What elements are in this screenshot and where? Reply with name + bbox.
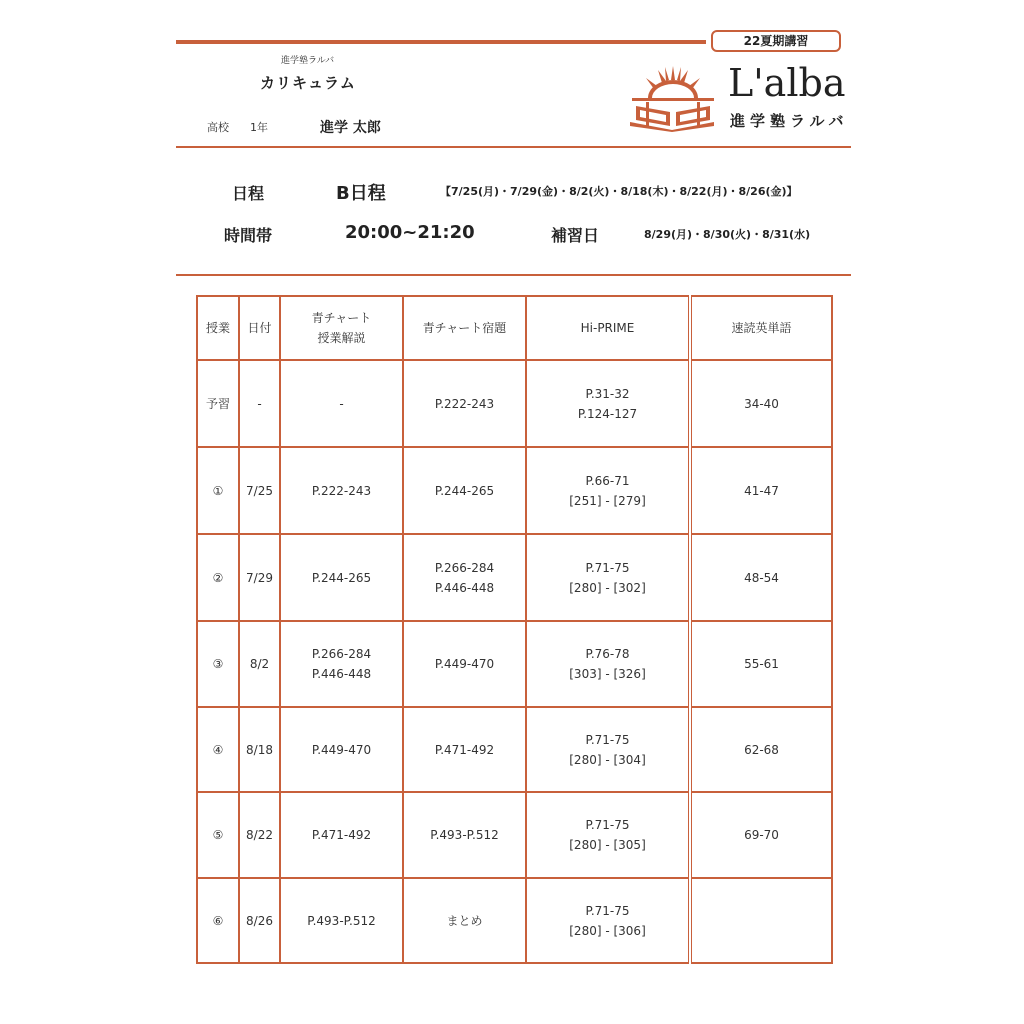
cell-date: 7/25 <box>239 447 280 534</box>
cell-vocab: 55-61 <box>690 621 832 707</box>
cell-vocab: 48-54 <box>690 534 832 621</box>
cell-date: 7/29 <box>239 534 280 621</box>
cell-lesson: ① <box>197 447 239 534</box>
cell-homework: まとめ <box>403 878 526 963</box>
table-row <box>197 621 832 707</box>
cell-date: - <box>239 360 280 447</box>
cell-lesson: 予習 <box>197 360 239 447</box>
cell-homework: P.471-492 <box>403 707 526 792</box>
time-label: 時間帯 <box>224 226 273 245</box>
curriculum-table <box>196 295 833 964</box>
cell-homework: P.449-470 <box>403 621 526 707</box>
header-divider <box>176 146 851 148</box>
header-explain: 青チャート 授業解説 <box>280 296 403 360</box>
cell-vocab: 69-70 <box>690 792 832 878</box>
cell-vocab <box>690 878 832 963</box>
header-homework: 青チャート宿題 <box>403 296 526 360</box>
header-hiprime: Hi-PRIME <box>526 296 690 360</box>
makeup-label: 補習日 <box>551 226 600 245</box>
logo-subtitle: 進学塾ラルバ <box>730 112 849 130</box>
schedule-label: 日程 <box>232 184 265 203</box>
cell-lesson: ② <box>197 534 239 621</box>
grade-year: 1年 <box>250 121 268 134</box>
cell-explain: P.266-284 P.446-448 <box>280 621 403 707</box>
schedule-dates: 【7/25(月)・7/29(金)・8/2(火)・8/18(木)・8/22(月)・8/26(金)】 <box>440 185 798 198</box>
cell-date: 8/2 <box>239 621 280 707</box>
cell-hiprime: P.71-75 [280] - [304] <box>526 707 690 792</box>
grade-school: 高校 <box>207 121 229 134</box>
table-row <box>197 792 832 878</box>
cell-homework: P.493-P.512 <box>403 792 526 878</box>
school-small-label: 進学塾ラルバ <box>281 56 335 66</box>
table-row <box>197 534 832 621</box>
cell-hiprime: P.71-75 [280] - [305] <box>526 792 690 878</box>
cell-hiprime: P.66-71 [251] - [279] <box>526 447 690 534</box>
cell-explain: P.449-470 <box>280 707 403 792</box>
table-header-row <box>197 296 832 360</box>
top-rule <box>176 40 706 44</box>
cell-vocab: 34-40 <box>690 360 832 447</box>
sunrise-book-icon <box>622 64 722 132</box>
page-title: カリキュラム <box>260 74 356 92</box>
cell-hiprime: P.71-75 [280] - [306] <box>526 878 690 963</box>
table-row <box>197 878 832 963</box>
makeup-dates: 8/29(月)・8/30(火)・8/31(水) <box>644 228 811 241</box>
cell-explain: P.471-492 <box>280 792 403 878</box>
cell-vocab: 62-68 <box>690 707 832 792</box>
schedule-value: B日程 <box>336 183 386 204</box>
header-date: 日付 <box>239 296 280 360</box>
cell-date: 8/22 <box>239 792 280 878</box>
session-badge: 22夏期講習 <box>711 30 841 52</box>
time-value: 20:00~21:20 <box>345 222 475 243</box>
cell-vocab: 41-47 <box>690 447 832 534</box>
table-row <box>197 447 832 534</box>
cell-homework: P.222-243 <box>403 360 526 447</box>
cell-lesson: ⑥ <box>197 878 239 963</box>
cell-hiprime: P.31-32 P.124-127 <box>526 360 690 447</box>
header-lesson: 授業 <box>197 296 239 360</box>
table-row <box>197 360 832 447</box>
cell-hiprime: P.76-78 [303] - [326] <box>526 621 690 707</box>
cell-explain: P.244-265 <box>280 534 403 621</box>
cell-explain: P.222-243 <box>280 447 403 534</box>
cell-explain: P.493-P.512 <box>280 878 403 963</box>
cell-explain: - <box>280 360 403 447</box>
table-row <box>197 707 832 792</box>
logo-wordmark: L'alba <box>728 61 846 105</box>
cell-homework: P.266-284 P.446-448 <box>403 534 526 621</box>
student-name: 進学 太郎 <box>320 120 381 136</box>
cell-lesson: ⑤ <box>197 792 239 878</box>
cell-hiprime: P.71-75 [280] - [302] <box>526 534 690 621</box>
schedule-divider <box>176 274 851 276</box>
cell-date: 8/18 <box>239 707 280 792</box>
header-vocab: 速読英単語 <box>690 296 832 360</box>
cell-lesson: ③ <box>197 621 239 707</box>
cell-homework: P.244-265 <box>403 447 526 534</box>
cell-lesson: ④ <box>197 707 239 792</box>
cell-date: 8/26 <box>239 878 280 963</box>
